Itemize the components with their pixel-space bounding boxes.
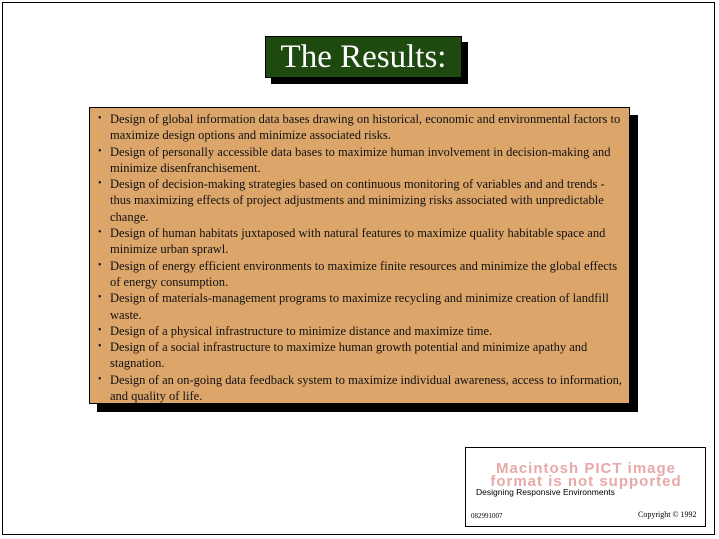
results-list (98, 111, 623, 404)
bullet-icon: • (98, 373, 102, 385)
bullet-icon: • (98, 324, 102, 336)
bullet-icon: • (98, 341, 102, 353)
list-item-text: Design of a social infrastructure to maximize human growth potential and minimize apathy and stagnation. (110, 340, 588, 371)
bullet-icon: • (98, 113, 102, 124)
list-item (98, 176, 623, 225)
pict-placeholder (465, 447, 706, 527)
list-item (98, 111, 623, 144)
bullet-icon: • (98, 227, 102, 239)
list-item (98, 372, 623, 405)
bullet-icon: • (98, 145, 102, 157)
slide-title: The Results: (265, 36, 462, 78)
list-item (98, 339, 623, 372)
list-item (98, 323, 623, 339)
list-item-text: Design of global information data bases drawing on historical, economic and environmental factors to maximize design options and minimize associated risks. (110, 112, 621, 143)
list-item-text: Design of personally accessible data bases to maximize human involvement in decision-making and minimize disenfranchisement. (110, 144, 611, 175)
copyright-notice: Copyright © 1992 (638, 510, 697, 519)
list-item-text: Design of decision-making strategies based on continuous monitoring of variables and and trends - thus maximizing effects of project adjustments and minimizing risks associated with unpredictable change. (110, 177, 605, 224)
bullet-icon: • (98, 178, 102, 190)
list-item (98, 290, 623, 323)
bullet-icon: • (98, 259, 102, 271)
list-item (98, 144, 623, 177)
list-item-text: Design of materials-management programs to maximize recycling and minimize creation of landfill waste. (110, 291, 609, 322)
list-item (98, 225, 623, 258)
footer-caption: Designing Responsive Environments (476, 487, 615, 497)
slide-code: 082991007 (471, 512, 503, 520)
list-item-text: Design of a physical infrastructure to minimize distance and maximize time. (110, 323, 493, 338)
bullet-icon: • (98, 292, 102, 304)
content-panel (89, 107, 630, 404)
list-item-text: Design of energy efficient environments to maximize finite resources and minimize the global effects of energy consumption. (110, 258, 618, 289)
list-item (98, 258, 623, 291)
unsupported-image-watermark: Macintosh PICT image format is not supported (490, 460, 682, 490)
list-item-text: Design of human habitats juxtaposed with natural features to maximize quality habitable space and minimize urban sprawl. (110, 226, 606, 257)
list-item-text: Design of an on-going data feedback system to maximize individual awareness, access to information, and quality of life. (110, 372, 622, 404)
